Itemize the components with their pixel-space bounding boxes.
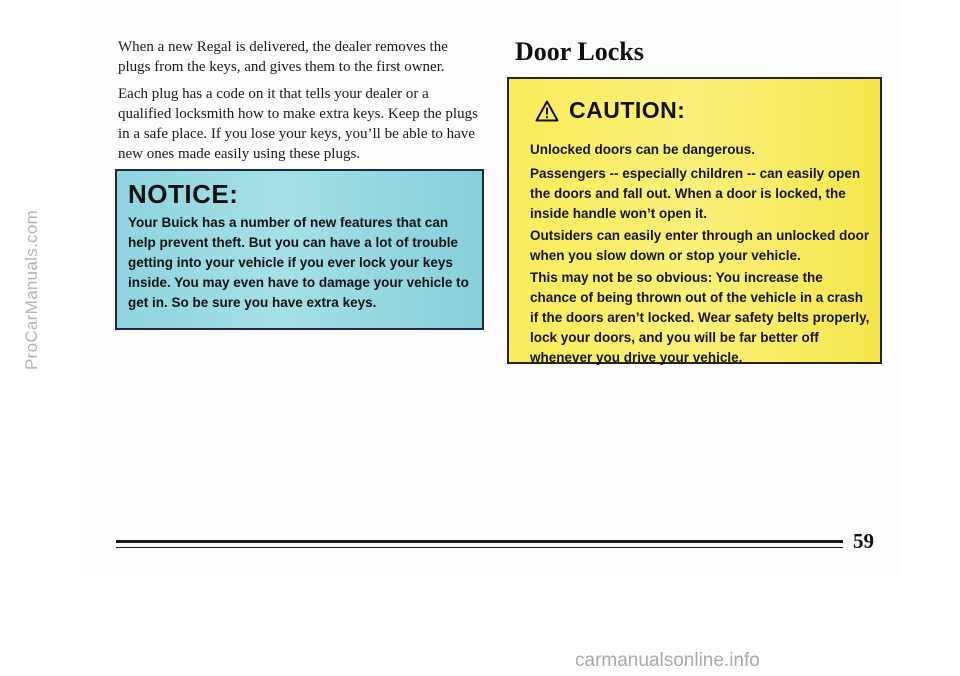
section-title: Door Locks: [515, 37, 644, 66]
notice-title: NOTICE:: [128, 179, 239, 209]
keys-paragraph-1: When a new Regal is delivered, the dealer removes the plugs from the keys, and gives them to the first owner.: [118, 39, 448, 75]
footer-rule-thick: [116, 540, 843, 543]
caution-paragraph: Passengers -- especially children -- can easily open the doors and fall out. When a door is locked, the inside handle won’t open it.: [530, 166, 861, 221]
caution-paragraph: Outsiders can easily enter through an unlocked door when you slow down or stop your vehicle.: [530, 228, 870, 263]
footer-rule-thin: [116, 547, 843, 548]
warning-triangle-icon: [535, 100, 559, 122]
side-watermark: ProCarManuals.com: [22, 209, 41, 370]
caution-title: CAUTION:: [569, 97, 686, 123]
caution-paragraph: Unlocked doors can be dangerous.: [530, 142, 756, 157]
notice-box: [115, 169, 484, 330]
bottom-watermark: carmanualsonline.info: [575, 650, 760, 671]
page-number: 59: [853, 529, 874, 553]
caution-paragraph: This may not be so obvious: You increase the chance of being thrown out of the vehicle in a crash if the doors aren’t locked. Wear safety belts properly, lock your doors, and you will be far better off whenever you drive your vehicle.: [530, 270, 870, 365]
caution-header: [535, 97, 685, 124]
keys-paragraph-2: Each plug has a code on it that tells your dealer or a qualified locksmith how to make extra keys. Keep the plugs in a safe place. If you lose your keys, you’ll be able to have new ones made easily using these plugs.: [118, 86, 478, 162]
caution-box: [507, 77, 882, 364]
notice-body: Your Buick has a number of new features that can help prevent theft. But you can have a lot of trouble getting into your vehicle if you ever lock your keys inside. You may even have to damage your vehicle to get in. So be sure you have extra keys.: [128, 215, 469, 310]
